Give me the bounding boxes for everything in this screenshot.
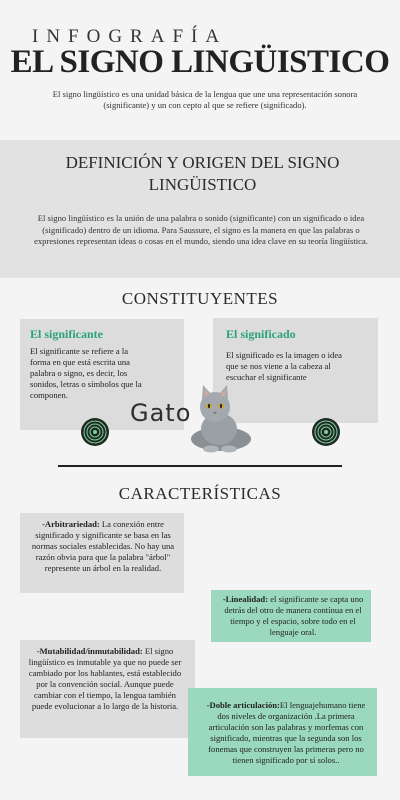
wood-stamp-icon	[80, 417, 110, 447]
page-title: EL SIGNO LINGÜISTICO	[10, 44, 390, 80]
wood-stamp-icon	[311, 417, 341, 447]
linealidad-desc: el significante se capta uno detrás del otro de manera contínua en el tiempo y el espacio, sobre todo en el lenguaje oral.	[224, 594, 364, 637]
section-divider	[58, 465, 342, 467]
cat-illustration	[185, 381, 255, 453]
significante-text: El significante se refiere a la forma en que está escrita una palabra o signo, es decir, los sonidos, letras o símbolos que la componen.	[30, 346, 142, 400]
linealidad-term: -Linealidad:	[222, 594, 269, 604]
arbitrariedad-text	[29, 519, 177, 574]
mutabilidad-term: -Mutabilidad/inmutabilidad:	[36, 646, 143, 656]
caracteristicas-title: CARACTERÍSTICAS	[118, 484, 282, 503]
kicker-label: INFOGRAFÍA	[32, 26, 228, 47]
significado-text: El significado es la imagen o idea que se nos viene a la cabeza al escuchar el significante	[226, 350, 342, 382]
definition-text: El signo lingüístico es la unión de una palabra o sonido (significante) con un significado o idea (significado) dentro de un idioma. Para Saussure, el signo es la manera en que las palabras o expresiones representan ideas o cosas en el mundo, siendo una idea clave en su teoría lingüística.	[34, 213, 368, 246]
constituyentes-title: CONSTITUYENTES	[121, 289, 279, 308]
doble-articulacion-text	[200, 700, 372, 766]
example-word: Gato	[130, 399, 192, 427]
mutabilidad-text	[24, 646, 186, 712]
linealidad-text	[222, 594, 364, 638]
arbitrariedad-term: -Arbitrariedad:	[42, 519, 100, 529]
doble-articulacion-desc: El lenguajehumano tiene dos niveles de organización .La primera articulación son las palabras y morfemas con significado, mientras que la segunda son los fonemas que construyen las primeras pero no tienen significado por sí solos..	[208, 700, 366, 765]
arbitrariedad-desc: La conexión entre significado y significante se basa en las normas sociales establecidas. No hay una razón obvia para que la palabra "árbol" represente un árbol en la realidad.	[31, 519, 175, 573]
mutabilidad-desc: El signo lingüístico es inmutable ya que no puede ser cambiado por los hablantes, está establecido por la convención social. Aunque puede cambiar con el tiempo, la lengua también puede evolucionar a lo largo de la historia.	[28, 646, 182, 711]
definition-title: DEFINICIÓN Y ORIGEN DEL SIGNO LINGÜISTICO	[65, 153, 340, 194]
doble-articulacion-term: -Doble articulación:	[206, 700, 280, 710]
intro-text: El signo lingüístico es una unidad básica de la lengua que une una representación sonora (significante) y un con cepto al que se refiere (significado).	[52, 89, 358, 110]
significante-title: El significante	[30, 327, 104, 341]
significado-title: El significado	[226, 327, 296, 341]
